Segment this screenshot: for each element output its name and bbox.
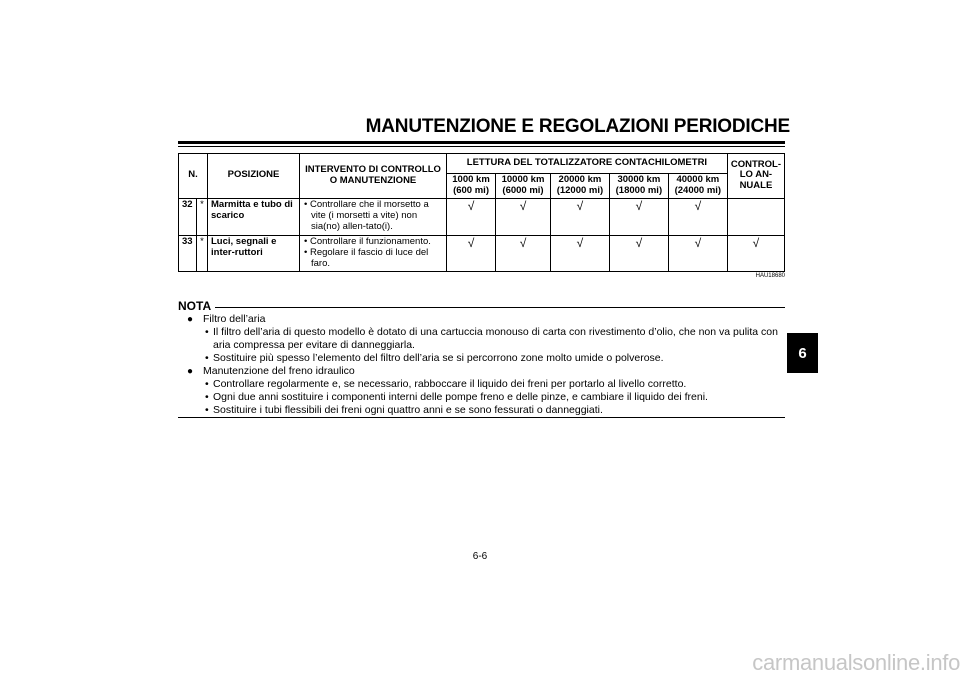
- header-n: N.: [179, 154, 208, 199]
- row-check: √: [668, 198, 727, 235]
- row-check: √: [447, 235, 496, 271]
- document-code: HAU18680: [755, 273, 785, 279]
- dot-bullet-icon: •: [205, 391, 209, 403]
- row-check: √: [447, 198, 496, 235]
- row-check: √: [609, 235, 668, 271]
- title-rule-thin: [178, 146, 785, 147]
- table-row: [179, 235, 785, 271]
- row-check: [727, 198, 784, 235]
- round-bullet-icon: ●: [187, 366, 194, 377]
- row-check: √: [496, 198, 551, 235]
- nota-section-title: ● Manutenzione del freno idraulico: [187, 365, 355, 377]
- header-interval-1: 1000 km (600 mi): [447, 174, 496, 199]
- nota-end-rule: [178, 417, 785, 418]
- nota-item: • Controllare regolarmente e, se necessario, rabboccare il liquido dei freni per portarlo al livello corretto.: [205, 378, 687, 390]
- maintenance-table: [178, 153, 785, 272]
- row-operation: [300, 235, 447, 271]
- dot-bullet-icon: •: [205, 378, 209, 390]
- nota-section-title: ● Filtro dell’aria: [187, 313, 266, 325]
- table-row: [179, 198, 785, 235]
- nota-item: • Ogni due anni sostituire i componenti interni delle pompe freno e delle pinze, e cambiare il liquido dei freni.: [205, 391, 708, 403]
- row-number: 33: [179, 235, 197, 271]
- header-operation: INTERVENTO DI CONTROLLO O MANUTENZIONE: [300, 154, 447, 199]
- row-position: Luci, segnali e inter-ruttori: [208, 235, 300, 271]
- header-interval-3: 20000 km (12000 mi): [550, 174, 609, 199]
- dot-bullet-icon: •: [205, 352, 209, 364]
- header-odometer: LETTURA DEL TOTALIZZATORE CONTACHILOMETRI: [447, 154, 728, 174]
- row-check: √: [496, 235, 551, 271]
- chapter-tab: 6: [787, 333, 818, 373]
- nota-item: • Sostituire più spesso l’elemento del filtro dell’aria se si percorrono zone molto umide o polverose.: [205, 352, 664, 364]
- row-check: √: [550, 235, 609, 271]
- page-title: MANUTENZIONE E REGOLAZIONI PERIODICHE: [365, 116, 790, 137]
- row-marker: *: [197, 235, 208, 271]
- page-number: 6-6: [472, 551, 488, 562]
- dot-bullet-icon: •: [205, 404, 209, 416]
- title-rule-thick: [178, 141, 785, 144]
- nota-body: [186, 313, 786, 417]
- row-check: √: [668, 235, 727, 271]
- row-operation: [300, 198, 447, 235]
- row-marker: *: [197, 198, 208, 235]
- header-interval-5: 40000 km (24000 mi): [668, 174, 727, 199]
- row-check: √: [609, 198, 668, 235]
- row-check: √: [550, 198, 609, 235]
- round-bullet-icon: ●: [187, 314, 194, 325]
- operation-item: • Controllare che il morsetto a vite (i morsetti a vite) non sia(no) allen-tato(i).: [304, 198, 429, 232]
- dot-bullet-icon: •: [205, 326, 209, 338]
- nota-item: • Sostituire i tubi flessibili dei freni ogni quattro anni e se sono fessurati o danneggiati.: [205, 404, 603, 416]
- operation-item: • Controllare il funzionamento.: [304, 235, 431, 247]
- operation-item: • Regolare il fascio di luce del faro.: [304, 246, 429, 269]
- header-position: POSIZIONE: [208, 154, 300, 199]
- header-annual-check: CONTROL-LO AN-NUALE: [727, 154, 784, 199]
- nota-rule: [215, 307, 785, 308]
- watermark: carmanualsonline.info: [752, 650, 960, 675]
- row-number: 32: [179, 198, 197, 235]
- header-interval-2: 10000 km (6000 mi): [496, 174, 551, 199]
- nota-label: NOTA: [178, 299, 212, 313]
- header-interval-4: 30000 km (18000 mi): [609, 174, 668, 199]
- nota-item: • Il filtro dell’aria di questo modello è dotato di una cartuccia monouso di carta con rivestimento d’olio, che non va pulita con aria compressa per evitare di danneggiarla.: [205, 326, 778, 351]
- row-check: √: [727, 235, 784, 271]
- row-position: Marmitta e tubo di scarico: [208, 198, 300, 235]
